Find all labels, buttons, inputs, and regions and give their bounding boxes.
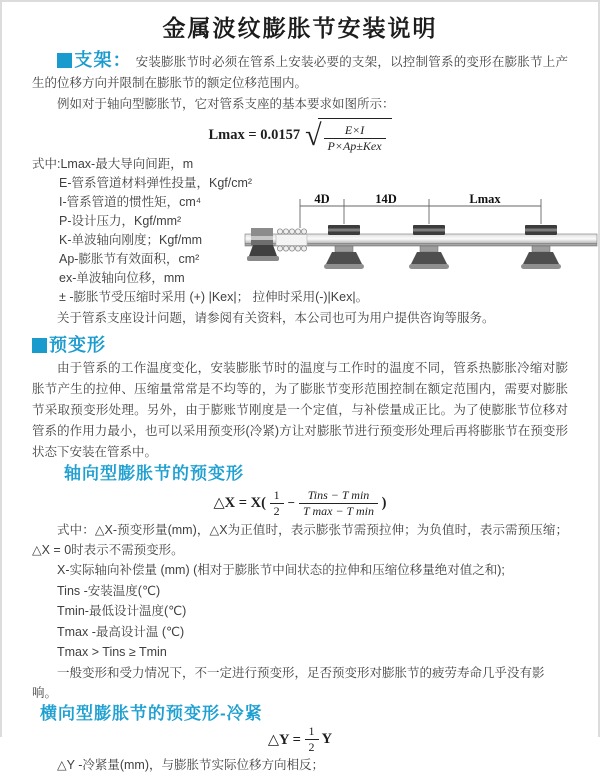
definition-line: Ap-膨胀节有效面积，cm²	[32, 250, 598, 269]
temp-def-line: Tmax -最高设计温 (℃)	[32, 622, 568, 643]
formula-delta-y-rhs: Y	[319, 731, 333, 748]
pipe-support	[324, 225, 364, 269]
minus-sign: −	[288, 495, 295, 511]
axial-explain-paragraph: 式中：△X-预变形量(mm)，△X为正值时，表示膨张节需预拉伸；为负值时，表示需预压缩；△X = 0时表示不需预变形。	[32, 521, 568, 560]
dimension-lines	[300, 199, 541, 228]
definition-line: 式中:Lmax-最大导向间距，m	[32, 155, 598, 174]
one-half-fraction	[305, 725, 319, 754]
definition-line: ± -膨胀节受压缩时采用 (+) |Kex|； 拉伸时采用(-)|Kex|。	[32, 288, 598, 307]
definition-line: P-设计压力，Kgf/mm²	[32, 212, 598, 231]
formula-delta-x-rhs: )	[378, 495, 386, 512]
definition-line: ex-单波轴向位移，mm	[32, 269, 598, 288]
lateral-y-definition: △Y -冷紧量(mm)，与膨胀节实际位移方向相反；	[32, 755, 568, 775]
support-intro-text: 安装膨胀节时必须在管系上安装必要的支架，以控制管系的变形在膨胀节上产生的位移方向并限制在膨胀节的额定位移范围内。	[32, 55, 568, 90]
radical-sign: √	[305, 123, 321, 149]
formula-lmax-sqrt-body	[318, 118, 392, 153]
support-heading-label: 支架：	[74, 50, 132, 70]
formula-delta-x-lhs: △X = X(	[214, 494, 270, 512]
temperature-numerator: Tins − T min	[304, 489, 374, 503]
formula-lmax-fraction	[324, 124, 386, 153]
temperature-fraction	[299, 489, 378, 518]
section-heading-support	[57, 50, 132, 70]
dim-label-4d: 4D	[314, 192, 329, 206]
axial-x-definition: X-实际轴向补偿量 (mm) (相对于膨胀节中间状态的拉伸和压缩位移量绝对值之和);	[32, 560, 568, 581]
blue-square-bullet-icon	[32, 338, 47, 353]
pipe-support	[409, 225, 449, 269]
support-example-line: 例如对于轴向型膨胀节，它对管系支座的基本要求如图所示：	[32, 94, 568, 115]
temp-inequality-line: Tmax > Tins ≥ Tmin	[32, 642, 568, 663]
subheading-lateral-preform: 横向型膨胀节的预变形-冷紧	[40, 704, 598, 723]
half-numerator: 1	[305, 725, 319, 739]
pipe-support-diagram	[245, 190, 597, 290]
support-note-line: 关于管系支座设计问题，请参阅有关资料，本公司也可为用户提供咨询等服务。	[32, 308, 598, 328]
formula-lmax-denominator: P×Ap±Kex	[324, 138, 386, 153]
definition-line: E-管系管道材料弹性投量，Kgf/cm²	[32, 174, 598, 193]
blue-square-bullet-icon	[57, 53, 72, 68]
formula-delta-y	[2, 727, 598, 753]
half-denominator: 2	[270, 503, 284, 518]
formula-lmax-lhs: Lmax = 0.0157	[208, 127, 300, 144]
formula-lmax	[2, 119, 598, 152]
temperature-denominator: T max − T min	[299, 503, 378, 518]
section-heading-preform	[32, 335, 598, 355]
formula-delta-x	[2, 488, 598, 518]
temp-def-line: Tins -安装温度(℃)	[32, 581, 568, 602]
pipe-support	[521, 225, 561, 269]
dim-label-14d: 14D	[375, 192, 397, 206]
bellows-icon	[276, 229, 307, 251]
definition-line: I-管系管道的惯性矩，cm⁴	[32, 193, 598, 212]
one-half-fraction	[270, 489, 284, 518]
support-intro-paragraph	[32, 50, 568, 94]
half-denominator: 2	[305, 739, 319, 754]
formula-delta-y-lhs: △Y =	[268, 731, 305, 749]
subheading-axial-preform: 轴向型膨胀节的预变形	[64, 464, 598, 483]
temp-def-line: Tmin-最低设计温度(℃)	[32, 601, 568, 622]
formula-lmax-numerator: E×I	[341, 124, 368, 138]
dim-label-lmax: Lmax	[469, 192, 501, 206]
half-numerator: 1	[270, 489, 284, 503]
page-title: 金属波纹膨胀节安装说明	[2, 15, 598, 42]
preform-paragraph: 由于管系的工作温度变化，安装膨胀节时的温度与工作时的温度不同，管系热膨胀冷缩对膨胀节产生的拉伸、压缩量常常是不均等的，为了膨胀节变形范围控制在额定范围内，需要对膨胀节采取预变形处理。另外，由于膨账节刚度是一个定值，与补偿量成正比。为了使膨胀节位移对管系的作用力最小，也可以采用预变形(冷紧)方让对膨胀节进行预变形处理后再将膨胀节在预变形状态下安装在管系中。	[32, 358, 568, 463]
axial-note-line: 一般变形和受力情况下，不一定进行预变形，足否预变形对膨胀节的疲劳寿命几乎没有影响。	[32, 663, 568, 704]
preform-heading-label: 预变形	[49, 335, 106, 355]
definition-line: K-单波轴向刚度；Kgf/mm	[32, 231, 598, 250]
